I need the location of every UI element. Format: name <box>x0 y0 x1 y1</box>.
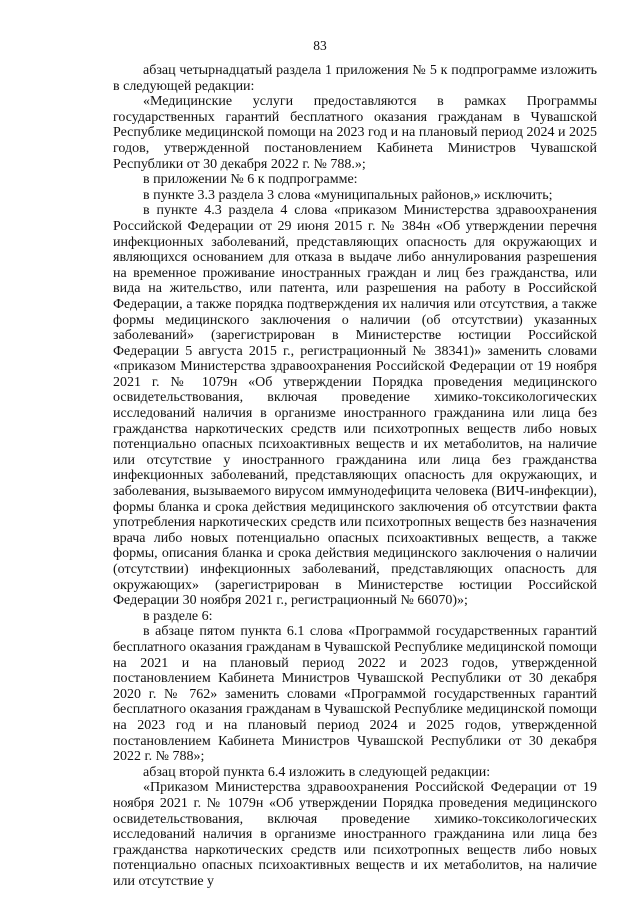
paragraph: «Медицинские услуги предоставляются в рамках Программы государственных гарантий бесплатного оказания гражданам в Чувашской Республике медицинской помощи на 2023 год и на плановый период 2024 и 2025 годов, утвержденной постановлением Кабинета Министров Чувашской Республики от 30 декабря 2022 г. № 788.»; <box>113 94 597 172</box>
paragraph: в пункте 3.3 раздела 3 слова «муниципальных районов,» исключить; <box>143 187 553 203</box>
page-number: 83 <box>313 38 327 53</box>
document-body <box>113 63 597 889</box>
paragraph: абзац четырнадцатый раздела 1 приложения № 5 к подпрограмме изложить в следующей редакции: <box>113 63 597 94</box>
paragraph: в разделе 6: <box>143 608 213 624</box>
paragraph: абзац второй пункта 6.4 изложить в следующей редакции: <box>143 764 491 780</box>
paragraph: в абзаце пятом пункта 6.1 слова «Программой государственных гарантий бесплатного оказания гражданам в Чувашской Республике медицинской помощи на 2021 и на плановый период 2022 и 2023 годов, утвержденной постановлением Кабинета Министров Чувашской Республики от 30 декабря 2020 г. № 762» заменить словами «Программой государственных гарантий бесплатного оказания гражданам в Чувашской Республике медицинской помощи на 2023 год и на плановый период 2024 и 2025 годов, утвержденной постановлением Кабинета Министров Чувашской Республики от 30 декабря 2022 г. № 788»; <box>113 624 597 765</box>
paragraph: «Приказом Министерства здравоохранения Российской Федерации от 19 ноября 2021 г. № 1079н «Об утверждении Порядка проведения медицинского освидетельствования, включая проведение химико-токсикологических исследований наличия в организме иностранного гражданина или лица без гражданства наркотических средств или психотропных веществ либо новых потенциально опасных психоактивных веществ и их метаболитов, на наличие или отсутствие у <box>113 780 597 889</box>
paragraph: в пункте 4.3 раздела 4 слова «приказом Министерства здравоохранения Российской Федерации от 29 июня 2015 г. № 384н «Об утверждении перечня инфекционных заболеваний, представляющих опасность для окружающих и являющихся основанием для отказа в выдаче либо аннулирования разрешения на временное проживание иностранных граждан и лиц без гражданства, или вида на жительство, или патента, или разрешения на работу в Российской Федерации, а также порядка подтверждения их наличия или отсутствия, а также формы медицинского заключения о наличии (об отсутствии) указанных заболеваний» (зарегистрирован в Министерстве юстиции Российской Федерации 5 августа 2015 г., регистрационный № 38341)» заменить словами «приказом Министерства здравоохранения Российской Федерации от 19 ноября 2021 г. № 1079н «Об утверждении Порядка проведения медицинского освидетельствования, включая проведение химико-токсикологических исследований наличия в организме иностранного гражданина или лица без гражданства наркотических средств или психотропных веществ либо новых потенциально опасных психоактивных веществ и их метаболитов, на наличие или отсутствие у иностранного гражданина или лица без гражданства инфекционных заболеваний, представляющих опасность для окружающих, и заболевания, вызываемого вирусом иммунодефицита человека (ВИЧ-инфекции), формы бланка и срока действия медицинского заключения об отсутствии факта употребления наркотических средств или психотропных веществ без назначения врача либо новых потенциально опасных психоактивных веществ, а также формы, описания бланка и срока действия медицинского заключения о наличии (отсутствии) инфекционных заболеваний, представляющих опасность для окружающих» (зарегистрирован в Министерстве юстиции Российской Федерации 30 ноября 2021 г., регистрационный № 66070)»; <box>113 203 597 609</box>
paragraph: в приложении № 6 к подпрограмме: <box>143 172 358 188</box>
